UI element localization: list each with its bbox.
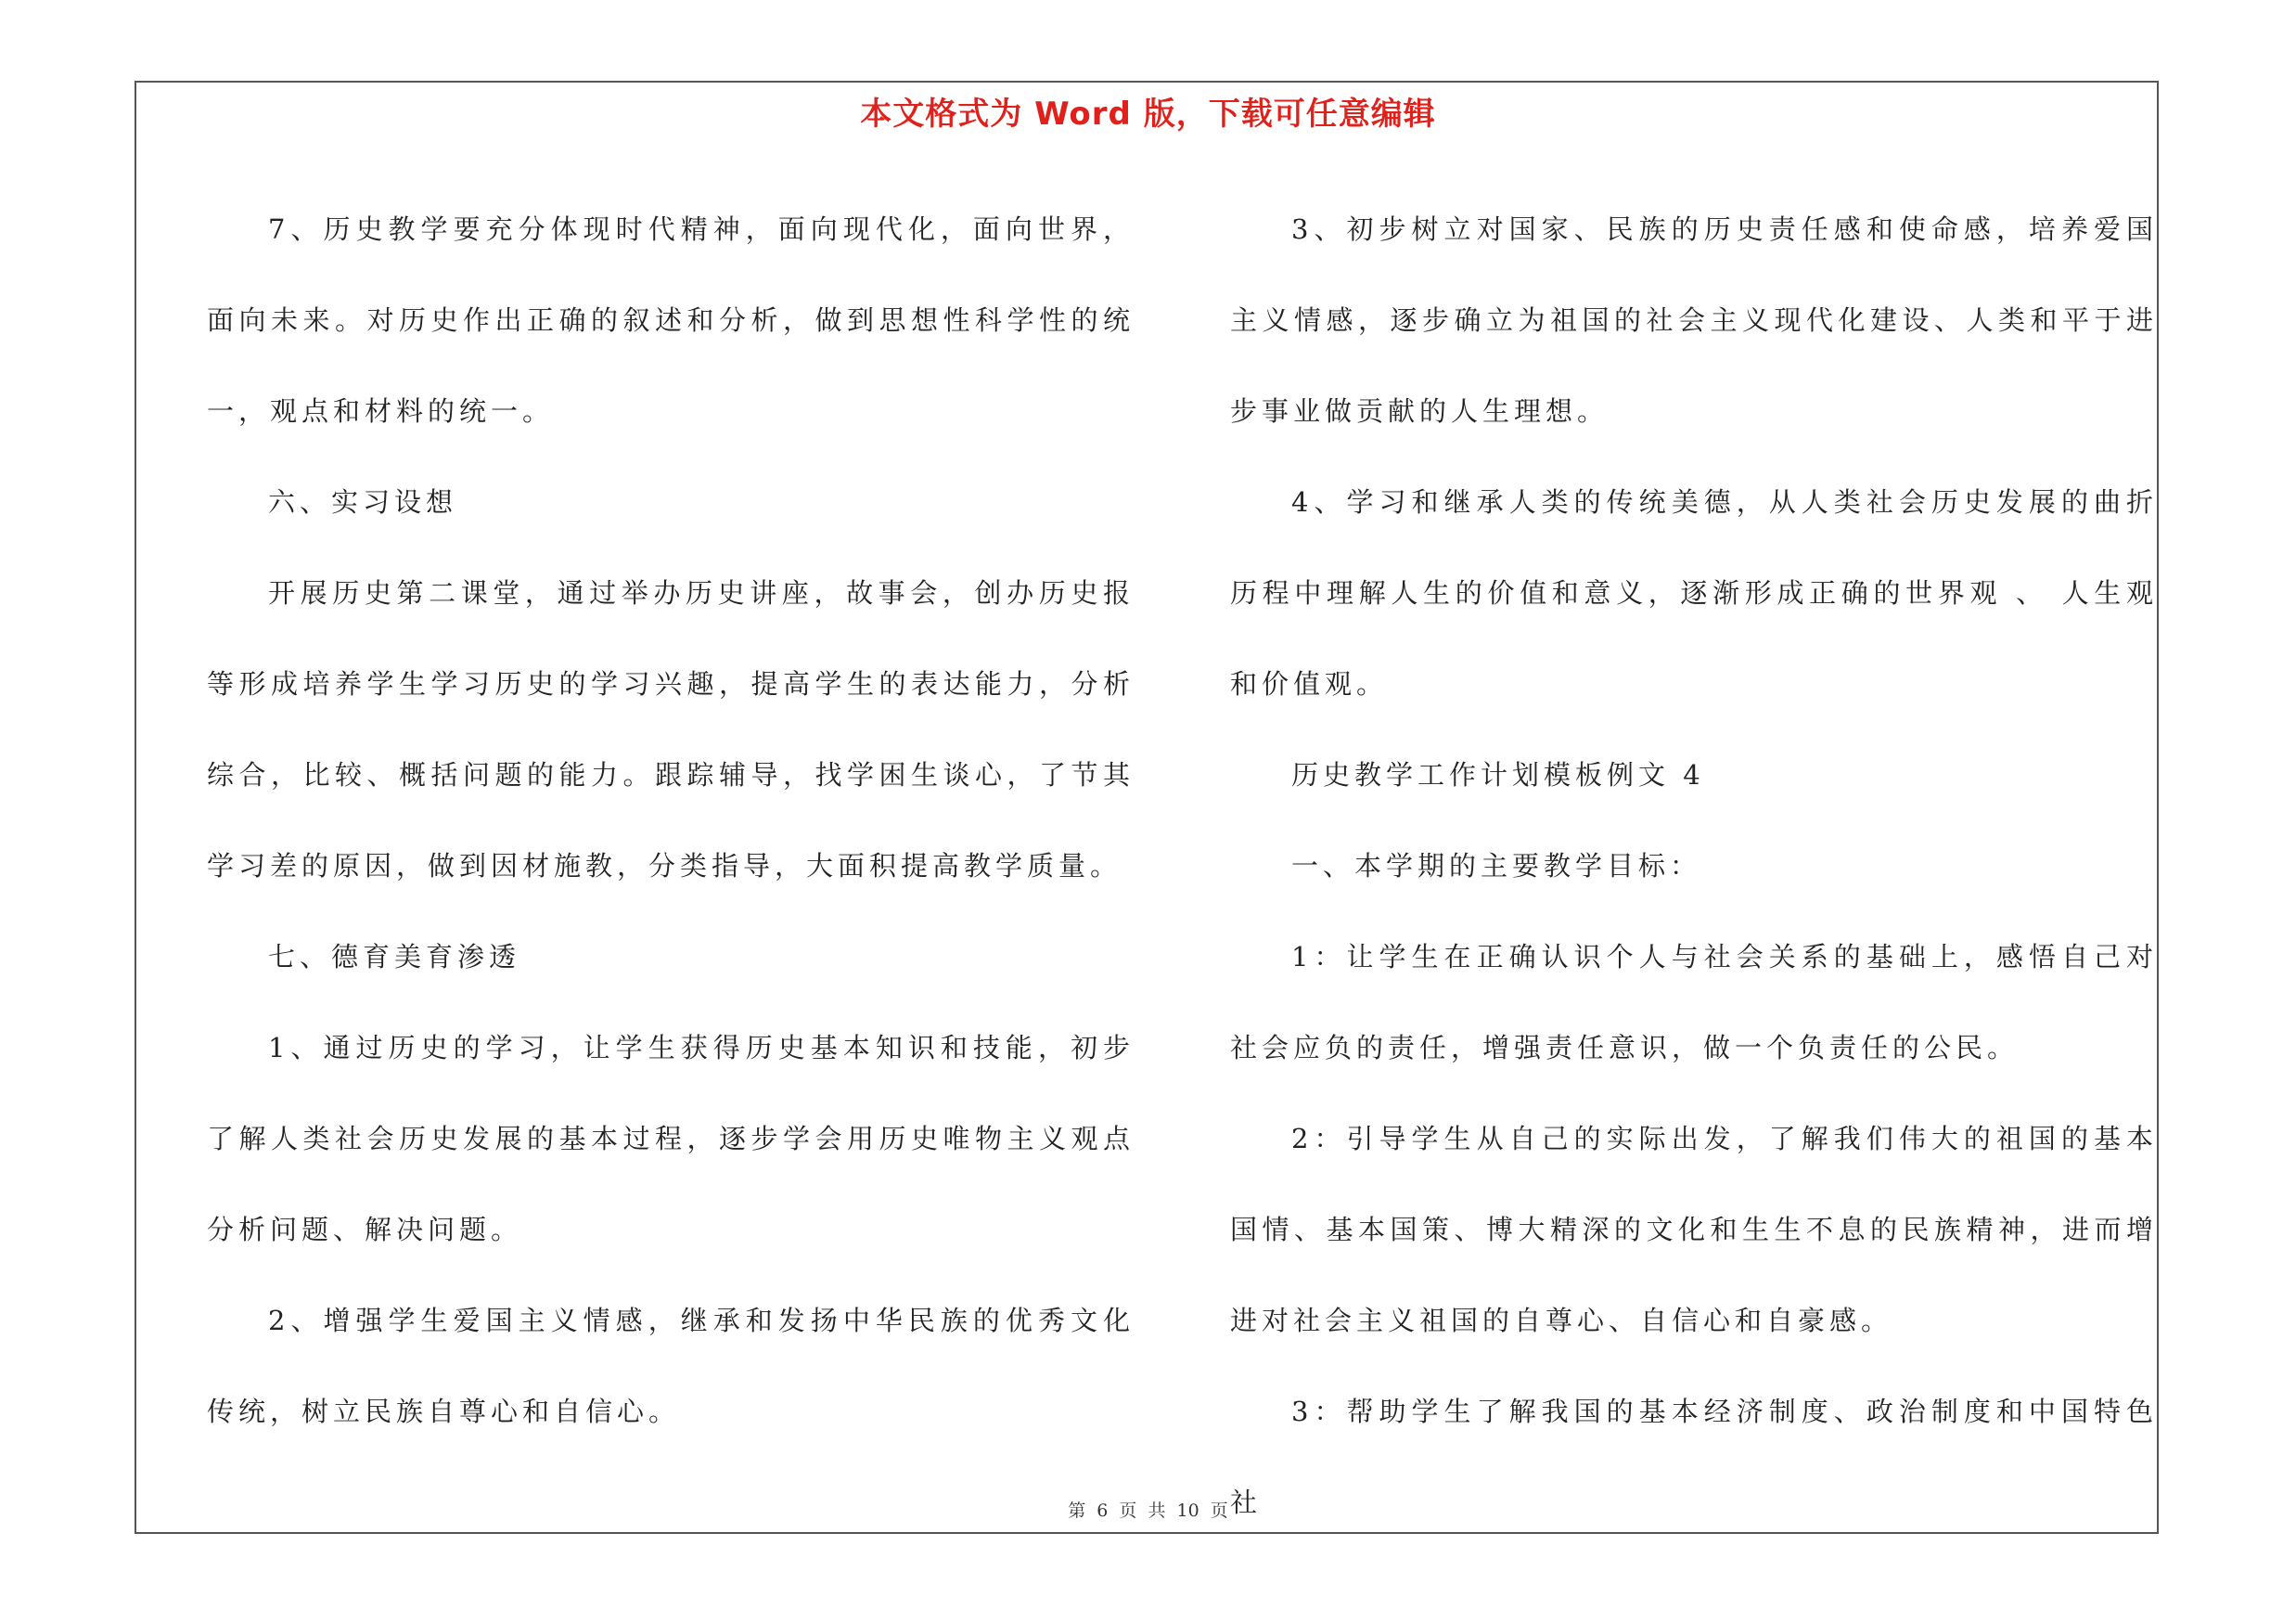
- paragraph: 1、通过历史的学习，让学生获得历史基本知识和技能，初步了解人类社会历史发展的基本过程，逐步学会用历史唯物主义观点分析问题、解决问题。: [207, 1032, 1135, 1245]
- paragraph: 7、历史教学要充分体现时代精神，面向现代化，面向世界，面向未来。对历史作出正确的叙述和分析，做到思想性科学性的统一，观点和材料的统一。: [207, 213, 1135, 427]
- paragraph: 4、学习和继承人类的传统美德，从人类社会历史发展的曲折历程中理解人生的价值和意义，逐渐形成正确的世界观 、 人生观和价值观。: [1230, 486, 2158, 700]
- section-heading: 七、德育美育渗透: [268, 941, 521, 973]
- paragraph: 3、初步树立对国家、民族的历史责任感和使命感，培养爱国主义情感，逐步确立为祖国的社会主义现代化建设、人类和平于进步事业做贡献的人生理想。: [1230, 213, 2158, 427]
- paragraph: 3：帮助学生了解我国的基本经济制度、政治制度和中国特色社: [1230, 1396, 2158, 1518]
- page-number-footer: 第 6 页 共 10 页: [1068, 1501, 1228, 1521]
- paragraph: 2、增强学生爱国主义情感，继承和发扬中华民族的优秀文化传统，树立民族自尊心和自信心。: [207, 1305, 1135, 1427]
- left-column: [207, 184, 1135, 1457]
- right-column: [1230, 184, 2158, 1548]
- paragraph: 2：引导学生从自己的实际出发，了解我们伟大的祖国的基本国情、基本国策、博大精深的文化和生生不息的民族精神，进而增进对社会主义祖国的自尊心、自信心和自豪感。: [1230, 1123, 2158, 1336]
- section-heading: 一、本学期的主要教学目标：: [1291, 850, 1702, 882]
- section-heading: 历史教学工作计划模板例文 4: [1291, 759, 1705, 791]
- section-heading: 六、实习设想: [268, 486, 458, 518]
- paragraph: 1：让学生在正确认识个人与社会关系的基础上，感悟自己对社会应负的责任，增强责任意识，做一个负责任的公民。: [1230, 941, 2158, 1063]
- paragraph: 开展历史第二课堂，通过举办历史讲座，故事会，创办历史报等形成培养学生学习历史的学习兴趣，提高学生的表达能力，分析综合，比较、概括问题的能力。跟踪辅导，找学困生谈心，了节其学习差的原因，做到因材施教，分类指导，大面积提高教学质量。: [207, 577, 1135, 882]
- header-banner: 本文格式为 Word 版，下载可任意编辑: [860, 96, 1436, 133]
